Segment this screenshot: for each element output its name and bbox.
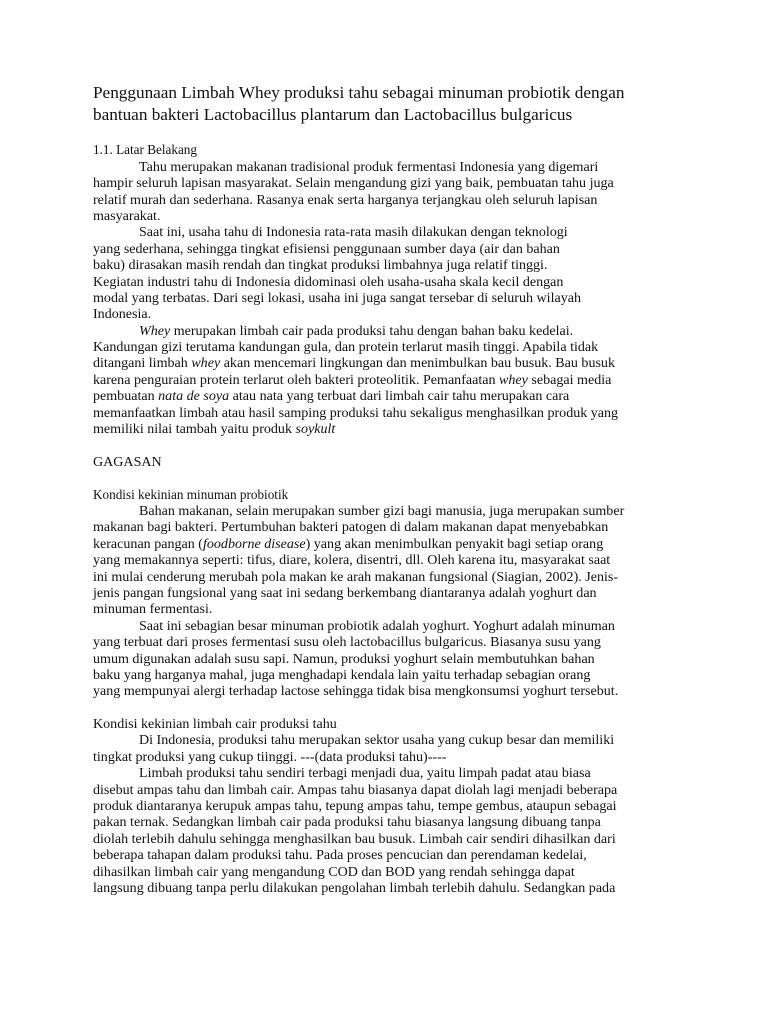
text-line: jenis pangan fungsional yang saat ini sedang berkembang diantaranya adalah yoghurt dan (93, 584, 597, 601)
paragraph-limbah-2 (93, 765, 678, 896)
text-fragment: keracunan pangan ( (93, 535, 203, 552)
text-line: diolah terlebih dahulu sehingga menghasilkan bau busuk. Limbah cair sendiri dihasilkan dari (93, 830, 616, 847)
section-heading-gagasan: GAGASAN (93, 453, 162, 470)
text-line: pakan ternak. Sedangkan limbah cair pada produksi tahu biasanya langsung dibuang tanpa (93, 814, 601, 831)
title-line-2: bantuan bakteri Lactobacillus plantarum dan Lactobacillus bulgaricus (93, 105, 573, 124)
text-fragment: ) yang akan menimbulkan penyakit bagi setiap orang (305, 535, 604, 552)
text-line: Kandungan gizi terutama kandungan gula, dan protein terlarut masih tinggi. Apabila tidak (93, 339, 599, 356)
text-fragment: ditangani limbah (93, 355, 192, 372)
text-line: Saat ini sebagian besar minuman probiotik adalah yoghurt. Yoghurt adalah minuman (139, 617, 615, 634)
text-line: hampir seluruh lapisan masyarakat. Selain mengandung gizi yang baik, pembuatan tahu juga (93, 175, 614, 192)
text-line: tingkat produksi yang cukup tiinggi. ---(data produksi tahu)---- (93, 748, 447, 765)
text-line: Kegiatan industri tahu di Indonesia didominasi oleh usaha-usaha skala kecil dengan (93, 273, 564, 290)
document-title (93, 82, 678, 126)
text-fragment: akan mencemari lingkungan dan menimbulkan bau busuk. Bau busuk (220, 355, 615, 372)
section-heading-minuman-probiotik: Kondisi kekinian minuman probiotik (93, 486, 289, 502)
paragraph-probiotik-2 (93, 618, 678, 700)
text-fragment: karena penguraian protein terlarut oleh bakteri proteolitik. Pemanfaatan (93, 371, 500, 388)
text-line: yang terbuat dari proses fermentasi susu oleh lactobacillus bulgaricus. Biasanya susu yang (93, 634, 601, 651)
italic-term: nata de soya (158, 388, 230, 405)
text-line: minuman fermentasi. (93, 601, 213, 618)
text-line: umum digunakan adalah susu sapi. Namun, produksi yoghurt selain membutuhkan bahan (93, 650, 595, 667)
text-line: disebut ampas tahu dan limbah cair. Ampas tahu biasanya dapat diolah lagi menjadi beberapa (93, 781, 618, 798)
text-line: Limbah produksi tahu sendiri terbagi menjadi dua, yaitu limpah padat atau biasa (139, 765, 591, 782)
text-line: relatif murah dan sederhana. Rasanya enak serta harganya terjangkau oleh seluruh lapisan (93, 191, 598, 208)
text-line (93, 536, 678, 552)
text-line (93, 355, 678, 371)
italic-term: foodborne disease (202, 535, 306, 552)
text-fragment: merupakan limbah cair pada produksi tahu dengan bahan baku kedelai. (170, 322, 574, 339)
text-line: dihasilkan limbah cair yang mengandung COD dan BOD yang rendah sehingga dapat (93, 863, 575, 880)
text-line: yang mempunyai alergi terhadap lactose sehingga tidak bisa mengkonsumsi yoghurt tersebut. (93, 683, 619, 700)
text-fragment: atau nata yang terbuat dari limbah cair tahu merupakan cara (229, 388, 570, 405)
text-line: baku) dirasakan masih rendah dan tingkat produksi limbahnya juga relatif tinggi. (93, 257, 548, 274)
text-line (93, 388, 678, 404)
text-line: baku yang harganya mahal, juga menghadapi kendala lain yaitu terhadap sebagian orang (93, 666, 591, 683)
text-line: makanan bagi bakteri. Pertumbuhan bakteri patogen di dalam makanan dapat menyebabkan (93, 519, 609, 536)
section-heading-latar-belakang: 1.1. Latar Belakang (93, 142, 197, 158)
italic-term: soykult (295, 421, 336, 438)
text-line: yang sederhana, sehingga tingkat efisiensi penggunaan sumber daya (air dan bahan (93, 240, 560, 257)
text-fragment: pembuatan (93, 388, 159, 405)
text-line (93, 323, 678, 339)
paragraph-limbah-1 (93, 732, 678, 765)
text-fragment: memiliki nilai tambah yaitu produk (93, 421, 296, 438)
text-line (93, 421, 678, 437)
text-line: langsung dibuang tanpa perlu dilakukan pengolahan limbah terlebih dahulu. Sedangkan pada (93, 879, 616, 896)
title-line-1: Penggunaan Limbah Whey produksi tahu sebagai minuman probiotik dengan (93, 83, 625, 102)
paragraph-probiotik-1 (93, 503, 678, 618)
text-line: Tahu merupakan makanan tradisional produk fermentasi Indonesia yang digemari (139, 158, 599, 175)
section-heading-limbah-cair: Kondisi kekinian limbah cair produksi tahu (93, 716, 337, 733)
text-line: Indonesia. (93, 306, 152, 323)
document-page (93, 82, 678, 896)
text-line: ini mulai cenderung merubah pola makan ke arah makanan fungsional (Siagian, 2002). Jenis- (93, 568, 619, 585)
text-line: yang memakannya seperti: tifus, diare, kolera, disentri, dll. Oleh karena itu, masyarakat saat (93, 552, 611, 569)
paragraph-latar-3 (93, 323, 678, 438)
text-line: Bahan makanan, selain merupakan sumber gizi bagi manusia, juga merupakan sumber (139, 502, 625, 519)
text-line: memanfaatkan limbah atau hasil samping produksi tahu sekaligus menghasilkan produk yang (93, 404, 619, 421)
text-line: produk diantaranya kerupuk ampas tahu, tepung ampas tahu, tempe gembus, ataupun sebagai (93, 798, 617, 815)
italic-term: whey (499, 371, 528, 388)
text-line: Saat ini, usaha tahu di Indonesia rata-rata masih dilakukan dengan teknologi (139, 224, 568, 241)
text-line: modal yang terbatas. Dari segi lokasi, usaha ini juga sangat tersebar di seluruh wilayah (93, 289, 581, 306)
italic-term: Whey (139, 322, 171, 339)
paragraph-latar-2 (93, 224, 678, 322)
paragraph-latar-1 (93, 159, 678, 225)
text-line (93, 372, 678, 388)
text-line: masyarakat. (93, 207, 161, 224)
text-line: Di Indonesia, produksi tahu merupakan sektor usaha yang cukup besar dan memiliki (139, 732, 615, 749)
text-fragment: sebagai media (527, 371, 612, 388)
italic-term: whey (191, 355, 221, 372)
document-body (93, 126, 678, 896)
text-line: beberapa tahapan dalam produksi tahu. Pada proses pencucian dan perendaman kedelai, (93, 847, 587, 864)
